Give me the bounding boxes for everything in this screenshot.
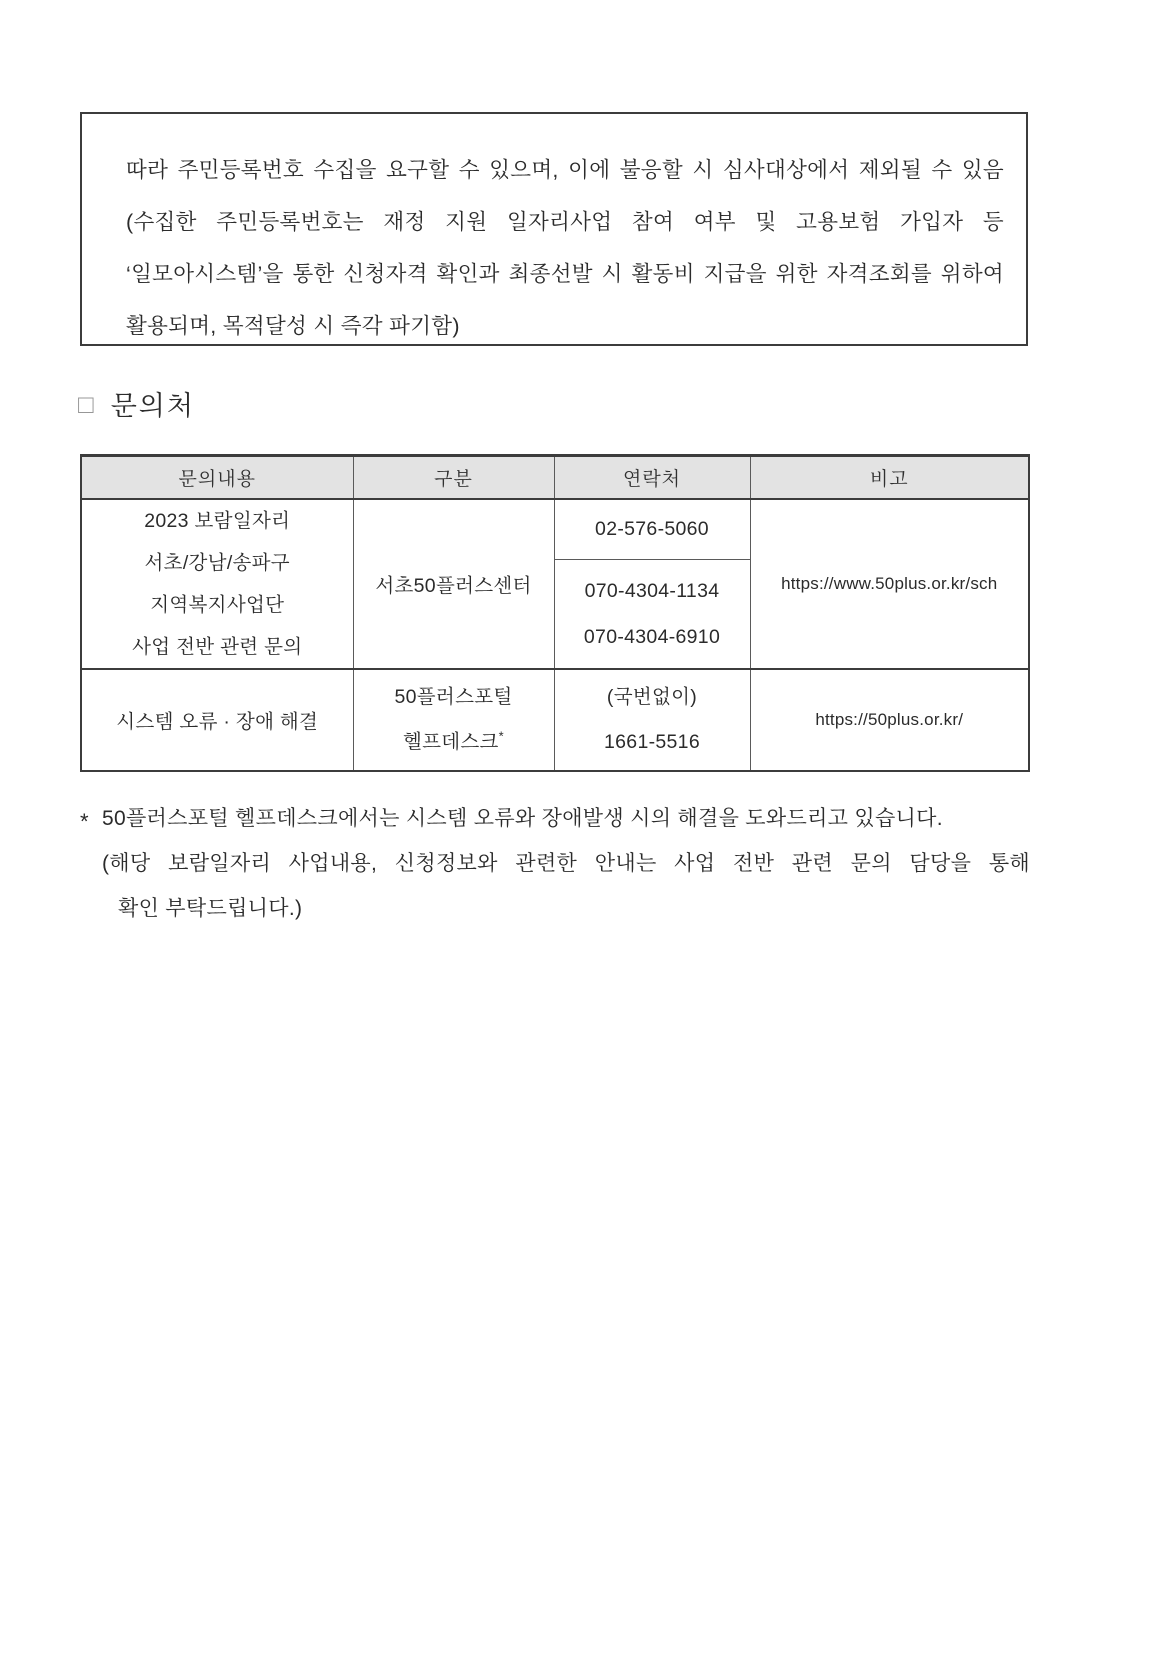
table-header-row [81, 456, 1029, 499]
asterisk-marker: * [80, 809, 89, 834]
inquiry-line: 서초/강남/송파구 [144, 551, 290, 574]
footnote-line [80, 796, 1030, 841]
cell-inquiry-row1 [81, 499, 353, 669]
cell-category-row1: 서초50플러스센터 [353, 499, 554, 669]
notice-line: 활용되며, 목적달성 시 즉각 파기함) [126, 314, 460, 338]
cell-contact-primary: 02-576-5060 [554, 499, 750, 560]
cell-category-row2 [353, 669, 554, 771]
notice-line: (수집한 주민등록번호는 재정 지원 일자리사업 참여 여부 및 고용보험 가입자 등 [126, 210, 1004, 234]
note-url-row1: https://www.50plus.or.kr/sch [750, 499, 1029, 669]
category-line: 헬프데스크* [402, 728, 505, 753]
footnote-text: 50플러스포털 헬프데스크에서는 시스템 오류와 장애발생 시의 해결을 도와드리고 있습니다. [102, 807, 943, 830]
col-header-note: 비고 [750, 456, 1029, 499]
section-title: 문의처 [110, 391, 195, 421]
contact-table [80, 454, 1030, 772]
footnote [80, 796, 1030, 931]
inquiry-line: 2023 보람일자리 [144, 509, 291, 532]
notice-line: 따라 주민등록번호 수집을 요구할 수 있으며, 이에 불응할 시 심사대상에서 제외될 수 있음 [126, 158, 1004, 182]
phone-number: 070-4304-6910 [583, 625, 721, 648]
footnote-line: 확인 부탁드립니다.) [118, 897, 303, 920]
category-line: 50플러스포털 [394, 685, 513, 708]
table-row [81, 669, 1029, 771]
cell-contact-secondary [554, 559, 750, 668]
notice-box [80, 112, 1028, 346]
col-header-category: 구분 [353, 456, 554, 499]
inquiry-line: 사업 전반 관련 문의 [132, 635, 303, 658]
footnote-line: (해당 보람일자리 사업내용, 신청정보와 관련한 안내는 사업 전반 관련 문의 담당을 통해 [102, 852, 1030, 875]
contact-line: (국번없이) [606, 685, 698, 708]
cell-inquiry-row2: 시스템 오류 · 장애 해결 [81, 669, 353, 771]
square-bullet-icon: □ [78, 388, 94, 419]
inquiry-line: 지역복지사업단 [150, 593, 285, 616]
table-row [81, 499, 1029, 560]
col-header-contact: 연락처 [554, 456, 750, 499]
note-url-row2: https://50plus.or.kr/ [750, 669, 1029, 771]
section-heading [78, 384, 195, 423]
footnote-asterisk: * [498, 728, 505, 743]
contact-line: 1661-5516 [604, 730, 700, 753]
phone-number: 070-4304-1134 [584, 579, 720, 602]
col-header-inquiry: 문의내용 [81, 456, 353, 499]
notice-line: ‘일모아시스템’을 통한 신청자격 확인과 최종선발 시 활동비 지급을 위한 자격조회를 위하여 [126, 262, 1004, 286]
cell-contact-row2 [554, 669, 750, 771]
